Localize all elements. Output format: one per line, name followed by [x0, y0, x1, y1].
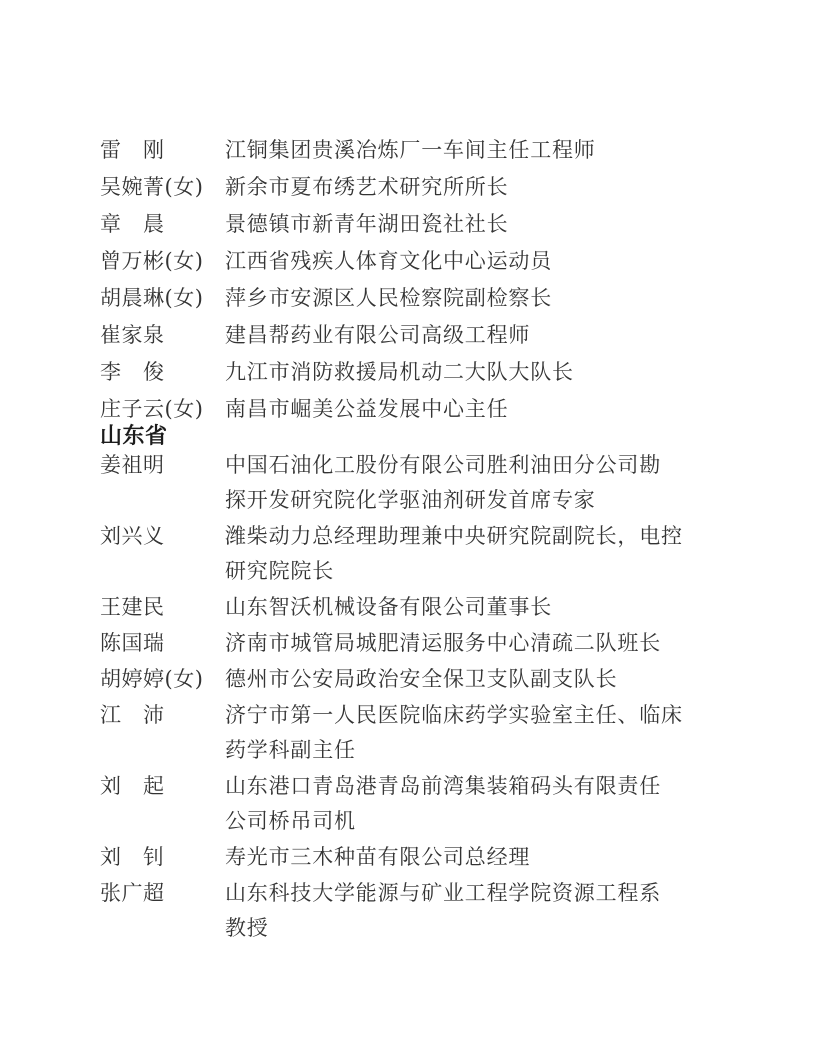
- person-title-line: 江西省残疾人体育文化中心运动员: [225, 249, 552, 273]
- person-name: 曾万彬(女): [100, 249, 204, 273]
- person-title-line: 济南市城管局城肥清运服务中心清疏二队班长: [225, 631, 661, 655]
- person-name: 庄子云(女): [100, 397, 204, 421]
- list-item: [100, 626, 740, 661]
- person-title-line: 南昌市崛美公益发展中心主任: [225, 397, 509, 421]
- person-title: [225, 840, 740, 875]
- person-title: [225, 281, 740, 316]
- person-title-line: 景德镇市新青年湖田瓷社社长: [225, 212, 509, 236]
- person-title-line: 药学科副主任: [225, 738, 356, 762]
- person-title-line: 济宁市第一人民医院临床药学实验室主任、临床: [225, 703, 683, 727]
- person-title: [225, 244, 740, 279]
- person-title: [225, 170, 740, 205]
- shandong-province-section: [100, 419, 740, 946]
- list-item: [100, 170, 740, 205]
- person-title-line: 教授: [225, 916, 269, 940]
- list-item: [100, 662, 740, 697]
- person-name: 江 沛: [100, 703, 165, 727]
- list-item: [100, 244, 740, 279]
- person-name: 姜祖明: [100, 453, 165, 477]
- list-item: [100, 281, 740, 316]
- person-title-line: 公司桥吊司机: [225, 809, 356, 833]
- person-title: [225, 769, 740, 839]
- person-title-line: 山东智沃机械设备有限公司董事长: [225, 595, 552, 619]
- list-item: [100, 519, 740, 589]
- person-name: 李 俊: [100, 360, 165, 384]
- person-title-line: 建昌帮药业有限公司高级工程师: [225, 323, 531, 347]
- list-item: [100, 876, 740, 946]
- person-title: [225, 876, 740, 946]
- honoree-list: [100, 133, 740, 947]
- province-header: 山东省: [100, 424, 168, 449]
- person-name: 刘 起: [100, 774, 165, 798]
- list-item: [100, 590, 740, 625]
- person-name: 胡晨琳(女): [100, 286, 204, 310]
- person-name: 章 晨: [100, 212, 165, 236]
- list-item: [100, 318, 740, 353]
- person-title: [225, 392, 740, 427]
- list-item: [100, 769, 740, 839]
- person-name: 张广超: [100, 881, 165, 905]
- person-name: 雷 刚: [100, 138, 165, 162]
- continued-province-list: [100, 133, 740, 427]
- person-title-line: 萍乡市安源区人民检察院副检察长: [225, 286, 552, 310]
- person-title-line: 寿光市三木种苗有限公司总经理: [225, 845, 531, 869]
- person-name: 王建民: [100, 595, 165, 619]
- list-item: [100, 448, 740, 518]
- person-title: [225, 207, 740, 242]
- person-title: [225, 519, 740, 589]
- person-title: [225, 318, 740, 353]
- list-item: [100, 133, 740, 168]
- person-title: [225, 626, 740, 661]
- person-title-line: 潍柴动力总经理助理兼中央研究院副院长，电控: [225, 524, 683, 548]
- person-title-line: 九江市消防救援局机动二大队大队长: [225, 360, 574, 384]
- person-title: [225, 698, 740, 768]
- person-title: [225, 448, 740, 518]
- list-item: [100, 355, 740, 390]
- person-title: [225, 133, 740, 168]
- person-name: 胡婷婷(女): [100, 667, 204, 691]
- list-item: [100, 207, 740, 242]
- person-title-line: 新余市夏布绣艺术研究所所长: [225, 175, 509, 199]
- person-title-line: 中国石油化工股份有限公司胜利油田分公司勘: [225, 453, 661, 477]
- person-title-line: 德州市公安局政治安全保卫支队副支队长: [225, 667, 618, 691]
- person-title-line: 探开发研究院化学驱油剂研发首席专家: [225, 488, 596, 512]
- person-title: [225, 662, 740, 697]
- person-title: [225, 355, 740, 390]
- person-name: 刘 钊: [100, 845, 165, 869]
- person-title-line: 研究院院长: [225, 559, 334, 583]
- person-name: 陈国瑞: [100, 631, 165, 655]
- person-title: [225, 590, 740, 625]
- person-title-line: 山东港口青岛港青岛前湾集装箱码头有限责任: [225, 774, 661, 798]
- list-item: [100, 840, 740, 875]
- person-title-line: 山东科技大学能源与矿业工程学院资源工程系: [225, 881, 661, 905]
- person-name: 刘兴义: [100, 524, 165, 548]
- list-item: [100, 392, 740, 427]
- person-name: 吴婉菁(女): [100, 175, 204, 199]
- person-name: 崔家泉: [100, 323, 165, 347]
- list-item: [100, 698, 740, 768]
- person-title-line: 江铜集团贵溪冶炼厂一车间主任工程师: [225, 138, 596, 162]
